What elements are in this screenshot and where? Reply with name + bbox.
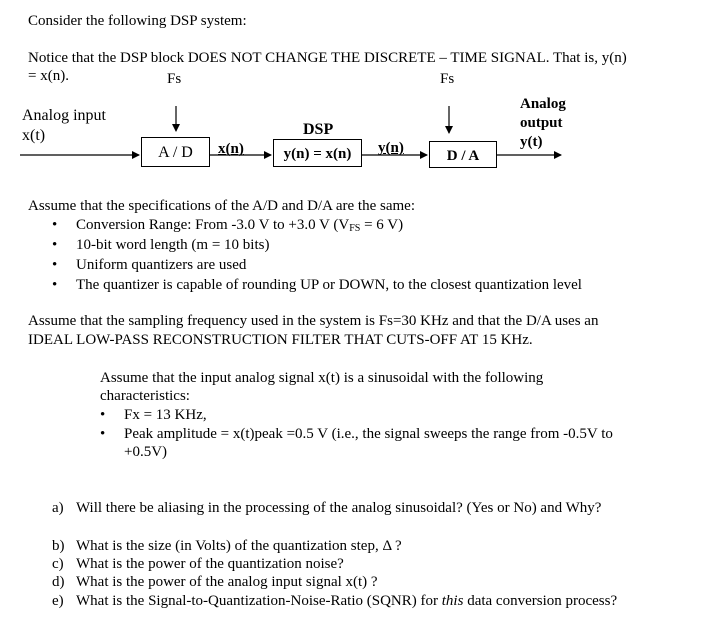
sampling-line-2: IDEAL LOW-PASS RECONSTRUCTION FILTER THAT CUTS-OFF AT 15 KHz. bbox=[28, 332, 533, 348]
spec-item: • Conversion Range: From -3.0 V to +3.0 V (VFS = 6 V) bbox=[76, 216, 403, 238]
yn-label: y(n) bbox=[378, 140, 404, 156]
question-label: e) bbox=[52, 593, 64, 609]
analog-input-label: Analog input bbox=[22, 107, 106, 124]
intro-text: Consider the following DSP system: bbox=[28, 13, 247, 29]
question-label: b) bbox=[52, 538, 65, 554]
input-bullet-continuation: +0.5V) bbox=[124, 444, 168, 460]
input-signal-line-2: characteristics: bbox=[100, 388, 190, 404]
analog-output-label-2: output bbox=[520, 115, 563, 131]
input-bullet: • Fx = 13 KHz, bbox=[124, 406, 207, 424]
assume-specs-text: Assume that the specifications of the A/D and D/A are the same: bbox=[28, 198, 415, 214]
fs-right-label: Fs bbox=[440, 71, 455, 87]
question-text: What is the power of the quantization noise? bbox=[76, 556, 344, 572]
spec-item: • 10-bit word length (m = 10 bits) bbox=[76, 236, 269, 254]
question-text: What is the power of the analog input signal x(t) ? bbox=[76, 574, 378, 590]
ad-label: A / D bbox=[158, 144, 193, 161]
input-bullet: • Peak amplitude = x(t)peak =0.5 V (i.e., the signal sweeps the range from -0.5V to bbox=[124, 425, 613, 443]
dsp-block-diagram bbox=[0, 0, 726, 190]
xt-label: x(t) bbox=[22, 127, 46, 144]
dsp-equation: y(n) = x(n) bbox=[283, 146, 352, 162]
spec-item: • Uniform quantizers are used bbox=[76, 256, 246, 274]
da-label: D / A bbox=[446, 148, 480, 164]
fs-left-label: Fs bbox=[167, 71, 182, 87]
sampling-line-1: Assume that the sampling frequency used in the system is Fs=30 KHz and that the D/A uses an bbox=[28, 313, 599, 329]
analog-output-label-1: Analog bbox=[520, 96, 566, 112]
spec-item: • The quantizer is capable of rounding UP or DOWN, to the closest quantization level bbox=[76, 276, 582, 294]
question-label: a) bbox=[52, 500, 64, 516]
question-text: Will there be aliasing in the processing of the analog sinusoidal? (Yes or No) and Why? bbox=[76, 500, 602, 516]
input-signal-line-1: Assume that the input analog signal x(t) is a sinusoidal with the following bbox=[100, 370, 544, 386]
xn-label: x(n) bbox=[218, 141, 244, 157]
dsp-title: DSP bbox=[303, 121, 334, 138]
question-label: d) bbox=[52, 574, 65, 590]
question-text: What is the size (in Volts) of the quantization step, Δ ? bbox=[76, 538, 402, 554]
question-text: What is the Signal-to-Quantization-Noise-Ratio (SQNR) for this data conversion process? bbox=[76, 593, 618, 609]
notice-line-1: Notice that the DSP block DOES NOT CHANGE THE DISCRETE – TIME SIGNAL. That is, y(n) bbox=[28, 50, 627, 66]
notice-line-2: = x(n). bbox=[28, 68, 69, 84]
yt-label: y(t) bbox=[520, 134, 543, 150]
question-label: c) bbox=[52, 556, 64, 572]
